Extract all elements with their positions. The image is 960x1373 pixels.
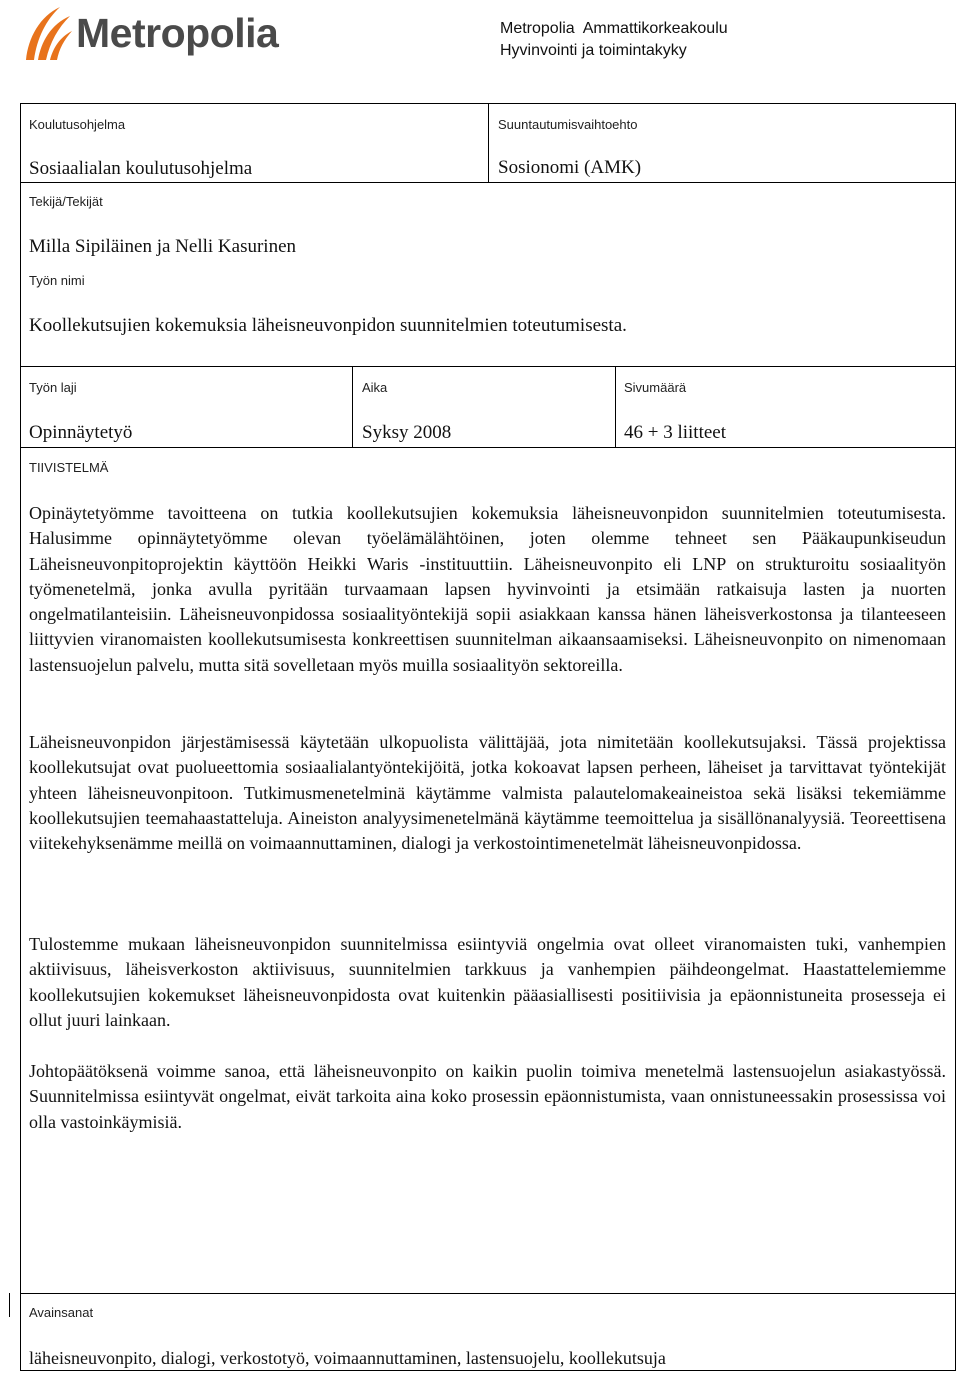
divider: [20, 447, 956, 448]
abstract-paragraph: Läheisneuvonpidon järjestämisessä käytetään ulkopuolista välittäjää, jota nimitetään koollekutsujaksi. Tässä projektissa koollekutsujat ovat puolueettomia sosiaalialantyöntekijöitä, jotka kokoavat lapsen perheen, läheiset ja tarvittavat työntekijät yhteen läheisneuvonpitoon. Tutkimusmenetelminä käytämme valmista palautelomakeaineistoa sekä lisäksi tekemiämme koollekutsujien teemahaastatteluja. Aineiston analyysimenetelmänä käytämme teemoittelua ja sisällönanalyysiä. Teoreettisena viitekehyksenämme meillä on voimaannuttaminen, dialogi ja verkostointimenetelmät läheisneuvonpidossa.: [29, 732, 946, 854]
type-label: Työn laji: [29, 380, 77, 395]
orientation-value: Sosionomi (AMK): [498, 157, 642, 178]
time-value: Syksy 2008: [362, 422, 452, 443]
pages-value: 46 + 3 liitteet: [624, 422, 727, 443]
abstract-paragraph: Opinäytetyömme tavoitteena on tutkia koollekutsujien kokemuksia läheisneuvonpidon suunnitelmien toteutumisesta. Halusimme opinnäytetyömme olevan työelämälähtöinen, joten olemme tehneet sen Pääkaupunkiseudun Läheisneuvonpitoprojektin käyttöön Heikki Waris -instituuttiin. Läheisneuvonpito eli LNP on strukturoitu sosiaalityön työmenetelmä, jonka avulla pyritään turvaamaan lapsen hyvinvointi ja etsimään ratkaisuja lasten ja nuorten ongelmatilanteisiin. Läheisneuvonpidossa sosiaalityöntekijä sopii asiakkaan kanssa hänen läheisverkostonsa ja tilanteeseen liittyvien viranomaisten koollekutsumisesta konkreettisen suunnitelman aikaansaamiseksi. Läheisneuvonpito on nimenomaan lastensuojelun palvelu, mutta sitä sovelletaan myös muilla sosiaalityön sektoreilla.: [29, 503, 946, 675]
department-name: Hyvinvointi ja toimintakyky: [500, 42, 687, 59]
time-label: Aika: [362, 380, 388, 395]
abstract-paragraph: Johtopäätöksenä voimme sanoa, että läheisneuvonpito on kaikin puolin toimiva menetelmä lastensuojelun asiakastyössä. Suunnitelmissa esiintyvät ongelmat, eivät tarkoita aina koko prosessin epäonnistumista, vaan onnistuneessakin prosessissa voi olla vastoinkäymisiä.: [29, 1061, 946, 1132]
divider: [615, 366, 616, 447]
logo-text: Metropolia: [76, 9, 279, 56]
divider: [20, 1293, 956, 1294]
divider: [488, 103, 489, 182]
authors-value: Milla Sipiläinen ja Nelli Kasurinen: [29, 236, 297, 257]
text-cursor: [9, 1293, 10, 1317]
institution-info: [500, 18, 728, 62]
abstract-heading: TIIVISTELMÄ: [29, 460, 109, 475]
programme-label: Koulutusohjelma: [29, 117, 126, 132]
authors-label: Tekijä/Tekijät: [29, 194, 103, 209]
title-label: Työn nimi: [29, 273, 85, 288]
orientation-label: Suuntautumisvaihtoehto: [498, 117, 638, 132]
divider: [352, 366, 353, 447]
institution-name: Metropolia Ammattikorkeakoulu: [500, 20, 728, 37]
programme-value: Sosiaalialan koulutusohjelma: [29, 158, 253, 179]
type-value: Opinnäytetyö: [29, 422, 133, 443]
logo-swoosh-icon: [20, 4, 74, 62]
pages-label: Sivumäärä: [624, 380, 687, 395]
divider: [20, 366, 956, 367]
metropolia-logo: [20, 4, 278, 62]
keywords-label: Avainsanat: [29, 1305, 94, 1320]
abstract-paragraph: Tulostemme mukaan läheisneuvonpidon suunnitelmissa esiintyviä ongelmia ovat olleet viranomaisten tuki, vanhempien aktiivisuus, läheisverkoston aktiivisuus, suunnitelmien tarkkuus ja vanhempien päihdeongelmat. Haastattelemiemme koollekutsujien kokemukset läheisneuvonpidosta ovat kuitenkin pääasiallisesti positiivisia ja epäonnistuneita prosesseja ei ollut juuri lainkaan.: [29, 934, 946, 1030]
divider: [20, 182, 956, 183]
keywords-value: läheisneuvonpito, dialogi, verkostotyö, voimaannuttaminen, lastensuojelu, koollekutsuja: [29, 1348, 666, 1368]
title-value: Koollekutsujien kokemuksia läheisneuvonpidon suunnitelmien toteutumisesta.: [29, 315, 627, 336]
